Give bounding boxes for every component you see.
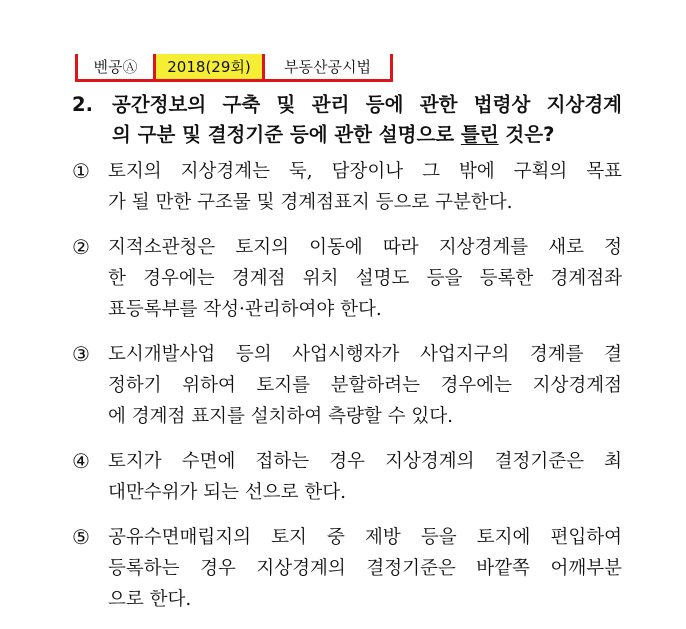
option-5-line-1: 공유수면매립지의 토지 중 제방 등을 토지에 편입하여 <box>108 527 622 548</box>
question-number: 2. <box>72 93 93 116</box>
option-3[interactable] <box>72 339 622 432</box>
question-line-1: 공간정보의 구축 및 관리 등에 관한 법령상 지상경계 <box>112 93 622 116</box>
option-3-line-1: 도시개발사업 등의 사업시행자가 사업지구의 경계를 결 <box>108 344 622 365</box>
option-5-line-3: 으로 한다. <box>108 589 192 610</box>
option-4[interactable] <box>72 446 622 508</box>
option-1-line-1: 토지의 지상경계는 둑, 담장이나 그 밖에 구획의 목표 <box>108 161 622 182</box>
exam-header-bar <box>75 54 393 82</box>
option-2-line-3: 표등록부를 작성·관리하여야 한다. <box>108 299 382 320</box>
question-line-2-end: 것은? <box>498 123 555 146</box>
option-2-line-1: 지적소관청은 토지의 이동에 따라 지상경계를 새로 정 <box>108 237 622 258</box>
option-1[interactable] <box>72 156 622 218</box>
option-1-marker: ① <box>72 159 90 183</box>
question-stem <box>72 90 622 150</box>
exam-year-badge: 2018(29회) <box>153 54 265 82</box>
question-emphasis: 틀린 <box>460 123 499 146</box>
question-line-2-text: 의 구분 및 결정기준 등에 관한 설명으로 <box>112 123 461 146</box>
exam-subject-title: 부동산공시법 <box>265 54 393 82</box>
option-3-line-3: 에 경계점 표지를 설치하여 측량할 수 있다. <box>108 406 453 427</box>
option-5[interactable] <box>72 522 622 615</box>
question-line-2 <box>112 120 622 150</box>
option-4-line-2: 대만수위가 되는 선으로 한다. <box>108 482 346 503</box>
option-3-marker: ③ <box>72 342 90 366</box>
answer-options <box>72 156 622 629</box>
option-3-line-2: 정하기 위하여 토지를 분할하려는 경우에는 지상경계점 <box>108 375 622 396</box>
option-2-line-2: 한 경우에는 경계점 위치 설명도 등을 등록한 경계점좌 <box>108 268 622 289</box>
subject-label: 벤공Ⓐ <box>75 54 153 82</box>
option-4-line-1: 토지가 수면에 접하는 경우 지상경계의 결정기준은 최 <box>108 451 622 472</box>
option-5-marker: ⑤ <box>72 525 90 549</box>
option-1-line-2: 가 될 만한 구조물 및 경계점표지 등으로 구분한다. <box>108 192 513 213</box>
option-2-marker: ② <box>72 235 90 259</box>
option-5-line-2: 등록하는 경우 지상경계의 결정기준은 바깥쪽 어깨부분 <box>108 558 622 579</box>
option-4-marker: ④ <box>72 449 90 473</box>
option-2[interactable] <box>72 232 622 325</box>
